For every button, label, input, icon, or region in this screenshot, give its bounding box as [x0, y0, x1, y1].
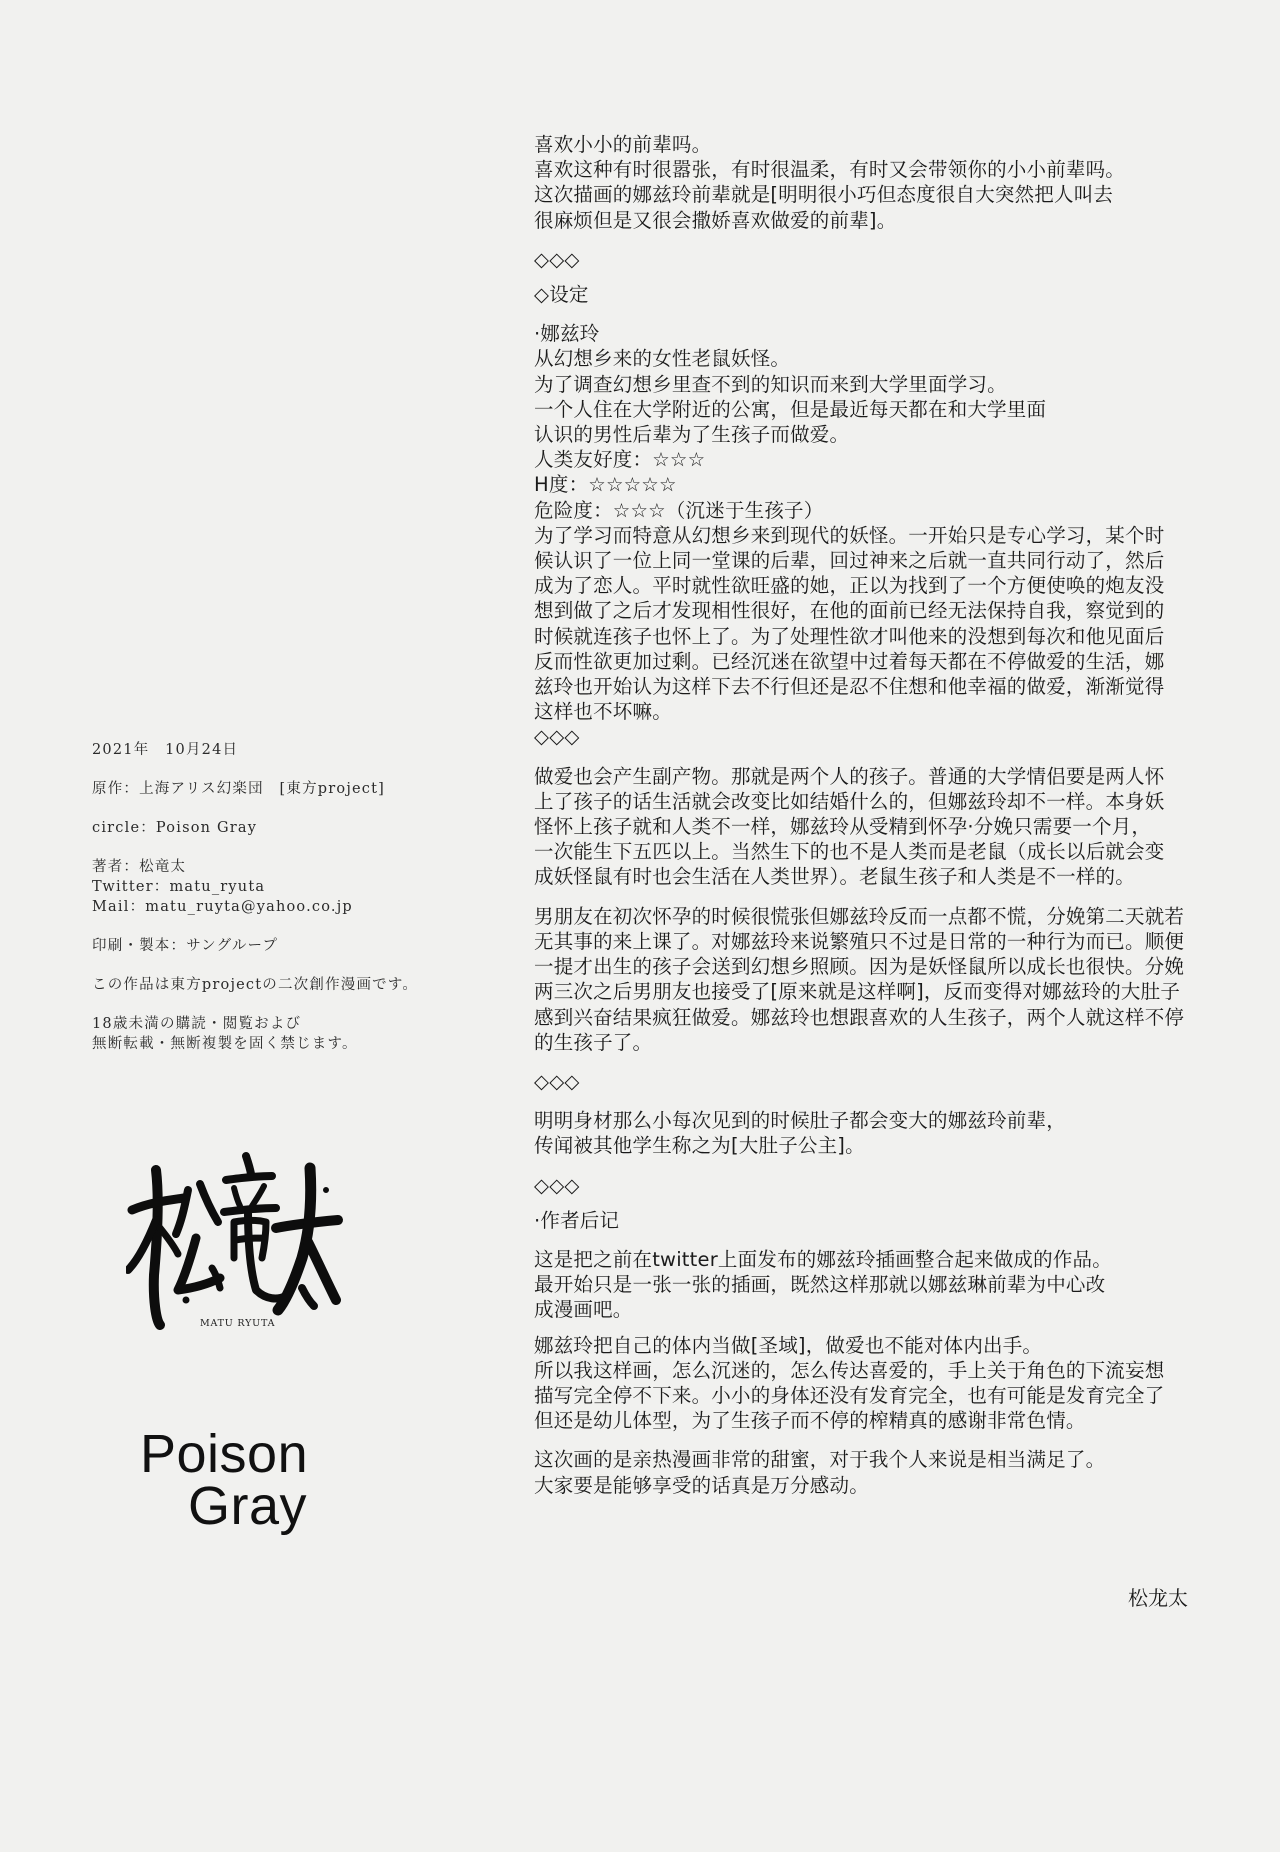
- printing-info: 印刷・製本：サングループ: [92, 938, 279, 954]
- author-name: 著者：松竜太: [92, 859, 187, 875]
- afterword-paragraph-1: 这是把之前在twitter上面发布的娜兹玲插画整合起来做成的作品。 最开始只是一张一张的插画，既然这样那就以娜兹琳前辈为中心改 成漫画吧。: [534, 1247, 1112, 1322]
- divider: ◇◇◇: [534, 1173, 580, 1197]
- publish-date: 2021年 10月24日: [92, 742, 239, 758]
- story-paragraph-3: 男朋友在初次怀孕的时候很慌张但娜兹玲反而一点都不慌，分娩第二天就若 无其事的来上课了。对娜兹玲来说繁殖只不过是日常的一种行为而已。顺便 一提才出生的孩子会送到幻想乡照顾。因为是妖怪鼠所以成长也很快。分娩 两三次之后男朋友也接受了[原来就是这样啊]，反而变得对娜兹玲的大肚子 感到兴奋结果疯狂做爱。娜兹玲也想跟喜欢的人生孩子，两个人就这样不停 的生孩子了。: [534, 904, 1185, 1054]
- colophon: [92, 740, 492, 1054]
- story-paragraph-1: 为了学习而特意从幻想乡来到现代的妖怪。一开始只是专心学习，某个时 候认识了一位上同一堂课的后辈，回过神来之后就一直共同行动了，然后 成为了恋人。平时就性欲旺盛的她，正以为找到了一个方便使唤的炮友没 想到做了之后才发现相性很好，在他的面前已经无法保持自我，察觉到的 时候就连孩子也怀上了。为了处理性欲才叫他来的没想到每次和他见面后 反而性欲更加过剩。已经沉迷在欲望中过着每天都在不停做爱的生活，娜 兹玲也开始认为这样下去不行但还是忍不住想和他幸福的做爱，渐渐觉得 这样也不坏嘛。: [534, 523, 1165, 724]
- afterword-paragraph-2: 娜兹玲把自己的体内当做[圣域]，做爱也不能对体内出手。 所以我这样画，怎么沉迷的，怎么传达喜爱的，手上关于角色的下流妄想 描写完全停不下来。小小的身体还没有发育完全，也有可能是发育完全了 但还是幼儿体型，为了生孩子而不停的榨精真的感谢非常色情。: [534, 1333, 1165, 1433]
- story-paragraph-2: 做爱也会产生副产物。那就是两个人的孩子。普通的大学情侣要是两人怀 上了孩子的话生活就会改变比如结婚什么的，但娜兹玲却不一样。本身妖 怪怀上孩子就和人类不一样，娜兹玲从受精到怀孕·分娩只需要一个月， 一次能生下五匹以上。当然生下的也不是人类而是老鼠（成长以后就会变 成妖怪鼠有时也会生活在人类世界）。老鼠生孩子和人类是不一样的。: [534, 764, 1165, 889]
- circle-name: circle：Poison Gray: [92, 820, 258, 836]
- derivative-notice: この作品は東方projectの二次創作漫画です。: [92, 977, 419, 993]
- divider: ◇◇◇: [534, 725, 580, 749]
- brand-wordmark: [140, 1424, 309, 1536]
- divider: ◇◇◇: [534, 247, 580, 271]
- twitter-handle: Twitter：matu_ryuta: [92, 879, 266, 895]
- afterword-heading: ·作者后记: [534, 1208, 620, 1232]
- stat-friendliness: 人类友好度：☆☆☆: [534, 448, 706, 472]
- calligraphy-logo: [126, 1150, 344, 1330]
- mail-address: Mail：matu_ruyta@yahoo.co.jp: [92, 899, 353, 915]
- character-description: 从幻想乡来的女性老鼠妖怪。 为了调查幻想乡里查不到的知识而来到大学里面学习。 一个人住在大学附近的公寓，但是最近每天都在和大学里面 认识的男性后辈为了生孩子而做爱。: [534, 347, 1047, 447]
- afterword-paragraph-3: 这次画的是亲热漫画非常的甜蜜，对于我个人来说是相当满足了。 大家要是能够享受的话真是万分感动。: [534, 1448, 1106, 1497]
- brand-line-1: Poison: [140, 1424, 309, 1484]
- brand-line-2: Gray: [188, 1476, 308, 1536]
- original-work: 原作：上海アリス幻楽団 [東方project]: [92, 781, 386, 797]
- logo-caption: MATU RYUTA: [200, 1318, 276, 1329]
- intro-paragraph: 喜欢小小的前辈吗。 喜欢这种有时很嚣张，有时很温柔，有时又会带领你的小小前辈吗。 这次描画的娜兹玲前辈就是[明明很小巧但态度很自大突然把人叫去 很麻烦但是又很会撒娇喜欢做爱的前辈]。: [534, 133, 1126, 232]
- stat-danger: 危险度：☆☆☆（沉迷于生孩子）: [534, 498, 824, 522]
- main-text-column: [534, 132, 1198, 1498]
- character-name: ·娜兹玲: [534, 322, 600, 346]
- stat-h: H度：☆☆☆☆☆: [534, 473, 677, 497]
- settings-heading: ◇设定: [534, 283, 589, 307]
- divider: ◇◇◇: [534, 1069, 580, 1093]
- story-paragraph-4: 明明身材那么小每次见到的时候肚子都会变大的娜兹玲前辈， 传闻被其他学生称之为[大肚子公主]。: [534, 1109, 1066, 1158]
- age-warning: 18歳未満の購読・閲覧および 無断転載・無断複製を固く禁じます。: [92, 1016, 358, 1052]
- author-signature: 松龙太: [1128, 1586, 1188, 1610]
